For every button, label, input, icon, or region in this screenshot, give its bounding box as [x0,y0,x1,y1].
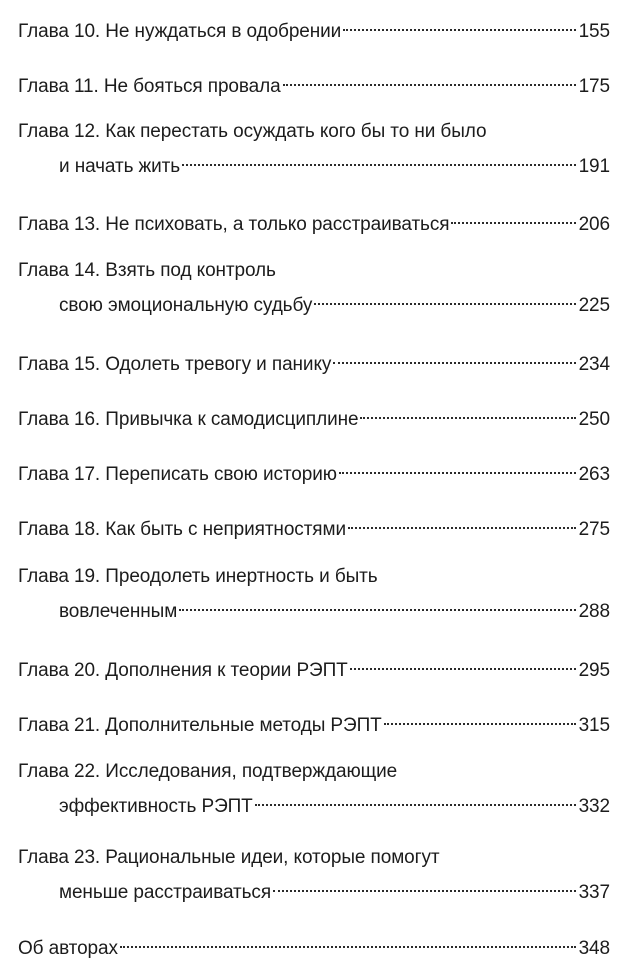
toc-page-number: 191 [578,156,610,177]
toc-page-number: 263 [578,464,610,485]
toc-line [18,398,610,430]
toc-line [18,871,610,903]
toc-line [18,145,610,177]
dot-leader [255,785,576,812]
dot-leader [343,10,575,37]
toc-entry-chapter-21 [18,704,610,736]
toc-line [18,257,610,284]
toc-entry-chapter-11 [18,65,610,97]
toc-entry-about-authors [18,927,610,959]
toc-page-number: 348 [578,938,610,959]
toc-page-number: 295 [578,660,610,681]
toc-page-number: 175 [578,76,610,97]
toc-entry-chapter-10 [18,10,610,42]
toc-entry-chapter-22 [18,758,610,817]
toc-page-number: 234 [578,354,610,375]
toc-line [18,927,610,959]
dot-leader [350,649,576,676]
toc-entry-chapter-13 [18,203,610,235]
toc-line [18,118,610,145]
toc-line [18,203,610,235]
toc-line [18,758,610,785]
toc-line [18,704,610,736]
toc-line [18,453,610,485]
toc-line [18,844,610,871]
toc-entry-chapter-20 [18,649,610,681]
toc-title: Об авторах [18,938,118,959]
dot-leader [314,284,575,311]
toc-entry-chapter-18 [18,508,610,540]
toc-line [18,590,610,622]
toc-title-continuation: свою эмоциональную судьбу [59,295,313,316]
toc-title: Глава 18. Как быть с неприятностями [18,519,346,540]
dot-leader [182,145,576,172]
toc-title: Глава 23. Рациональные идеи, которые помогут [18,847,440,868]
toc-entry-chapter-15 [18,343,610,375]
toc-page-number: 275 [578,519,610,540]
toc-page-number: 332 [578,796,610,817]
toc-line [18,649,610,681]
toc-title: Глава 10. Не нуждаться в одобрении [18,21,342,42]
dot-leader [283,65,576,92]
toc-title: Глава 20. Дополнения к теории РЭПТ [18,660,348,681]
toc-entry-chapter-14 [18,257,610,316]
dot-leader [339,453,576,480]
toc-line [18,10,610,42]
toc-title: Глава 17. Переписать свою историю [18,464,337,485]
dot-leader [273,871,576,898]
toc-entry-chapter-12 [18,118,610,177]
toc-line [18,508,610,540]
toc-line [18,343,610,375]
dot-leader [360,398,575,425]
toc-entry-chapter-23 [18,844,610,903]
toc-line [18,563,610,590]
toc-page-number: 225 [578,295,610,316]
toc-title: Глава 19. Преодолеть инертность и быть [18,566,378,587]
toc-title: Глава 21. Дополнительные методы РЭПТ [18,715,382,736]
toc-title: Глава 11. Не бояться провала [18,76,281,97]
dot-leader [384,704,576,731]
dot-leader [120,927,576,954]
toc-title-continuation: меньше расстраиваться [59,882,272,903]
toc-page-number: 337 [578,882,610,903]
toc-title: Глава 12. Как перестать осуждать кого бы то ни было [18,121,487,142]
toc-line [18,65,610,97]
toc-title: Глава 13. Не психовать, а только расстраиваться [18,214,450,235]
toc-title-continuation: и начать жить [59,156,181,177]
dot-leader [333,343,575,370]
dot-leader [179,590,575,617]
toc-title: Глава 14. Взять под контроль [18,260,276,281]
toc-page-number: 315 [578,715,610,736]
toc-entry-chapter-16 [18,398,610,430]
toc-title-continuation: эффективность РЭПТ [59,796,253,817]
toc-title: Глава 16. Привычка к самодисциплине [18,409,359,430]
toc-title: Глава 22. Исследования, подтверждающие [18,761,398,782]
dot-leader [348,508,576,535]
toc-entry-chapter-17 [18,453,610,485]
toc-page-number: 250 [578,409,610,430]
toc-page-number: 155 [578,21,610,42]
dot-leader [451,203,575,230]
toc-title: Глава 15. Одолеть тревогу и панику [18,354,332,375]
toc-line [18,785,610,817]
toc-line [18,284,610,316]
toc-title-continuation: вовлеченным [59,601,178,622]
toc-page-number: 288 [578,601,610,622]
toc-page-number: 206 [578,214,610,235]
toc-entry-chapter-19 [18,563,610,622]
